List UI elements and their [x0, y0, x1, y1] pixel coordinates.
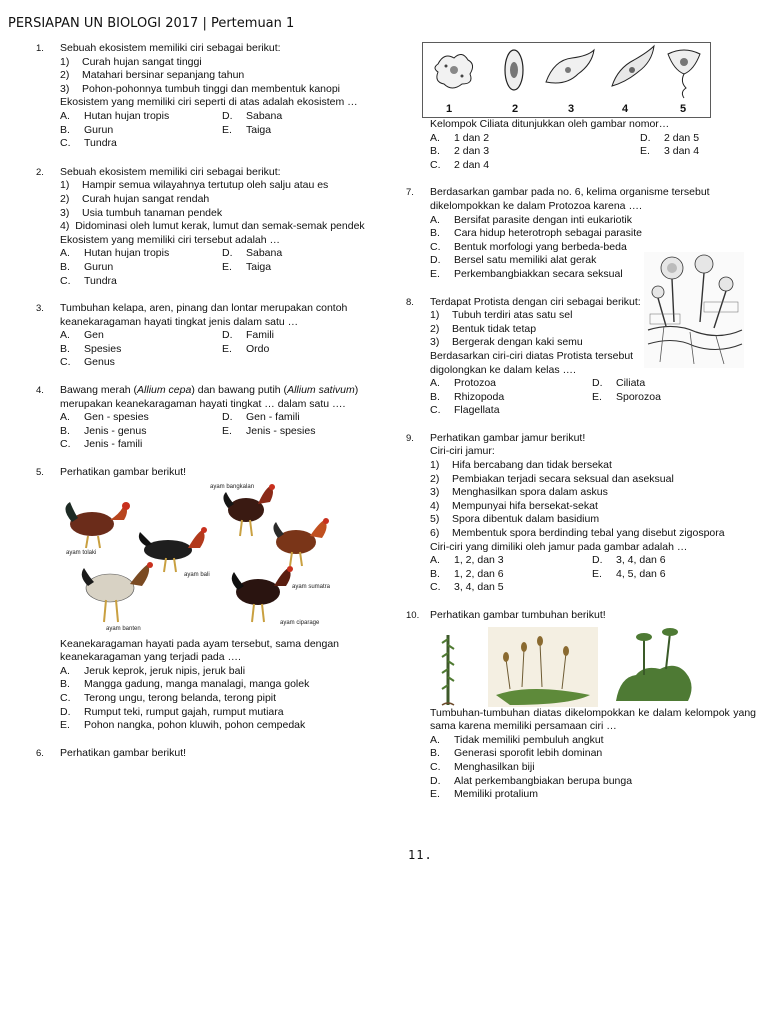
option-b[interactable]: B. Gurun — [60, 123, 114, 136]
chickens-illustration — [60, 482, 336, 632]
option-c[interactable]: C. Menghasilkan biji — [430, 760, 535, 773]
question-stem: Perhatikan gambar berikut! — [60, 466, 187, 479]
question-stem: Perhatikan gambar jamur berikut! — [430, 431, 586, 444]
label-ayam-ciparage: ayam ciparage — [280, 619, 320, 626]
question-number: 5. — [36, 467, 44, 479]
option-d[interactable]: D. Gen - famili — [222, 411, 300, 424]
option-b[interactable]: B. Generasi sporofit lebih dominan — [430, 747, 603, 760]
option-e[interactable]: E. Perkembangbiakkan secara seksual — [430, 267, 623, 280]
list-item: 3) Usia tumbuh tanaman pendek — [60, 206, 223, 219]
option-d[interactable]: D. Ciliata — [592, 377, 646, 390]
option-d[interactable]: D. 2 dan 5 — [640, 131, 700, 144]
question-5 — [36, 466, 374, 733]
options — [60, 110, 374, 151]
option-c[interactable]: C. 2 dan 4 — [430, 158, 490, 171]
option-c[interactable]: C. 3, 4, dan 5 — [430, 581, 504, 594]
question-stem: Terdapat Protista dengan ciri sebagai berikut: — [430, 295, 641, 308]
options — [60, 411, 374, 452]
option-a[interactable]: A. Gen - spesies — [60, 411, 149, 424]
option-a[interactable]: A. Hutan hujan tropis — [60, 247, 170, 260]
options — [430, 132, 756, 173]
question-text: Ekosistem yang memiliki ciri seperti di atas adalah ekosistem … — [60, 96, 358, 109]
question-1 — [36, 42, 374, 151]
label-ayam-sumatra: ayam sumatra — [292, 583, 331, 590]
question-stem: Perhatikan gambar tumbuhan berikut! — [430, 609, 606, 621]
protozoa-illustration — [422, 42, 712, 118]
right-column — [406, 42, 756, 802]
option-c[interactable]: C. Flagellata — [430, 404, 500, 417]
option-a[interactable]: A. Jeruk keprok, jeruk nipis, jeruk bali — [60, 664, 246, 677]
list-item: 1) Hampir semua wilayahnya tertutup oleh salju atau es — [60, 179, 329, 192]
plants-figure — [430, 625, 756, 707]
figure-number-2: 2 — [512, 103, 519, 115]
question-number: 10. — [406, 610, 420, 621]
option-a[interactable]: A. Tidak memiliki pembuluh angkut — [430, 733, 604, 746]
option-a[interactable]: A. Hutan hujan tropis — [60, 109, 170, 122]
option-a[interactable]: A. Gen — [60, 329, 104, 342]
question-text: Keanekaragaman hayati pada ayam tersebut, sama dengan keanekaragaman yang terjadi pada …. — [60, 637, 340, 664]
fungus-figure — [644, 252, 744, 368]
figure-number-4: 4 — [622, 103, 629, 115]
figure-number-1: 1 — [446, 103, 453, 115]
question-2 — [36, 166, 374, 288]
question-text: Ekosistem yang memiliki ciri tersebut adalah … — [60, 233, 280, 246]
list-item: 2) Pembiakan terjadi secara seksual dan aseksual — [430, 472, 674, 485]
question-10 — [406, 609, 756, 802]
option-c[interactable]: C. Bentuk morfologi yang berbeda-beda — [430, 240, 627, 253]
list-item: 6) Membentuk spora berdinding tebal yang disebut zigospora — [430, 527, 725, 540]
option-e[interactable]: E. 3 dan 4 — [640, 145, 700, 158]
option-d[interactable]: D. Alat perkembangbiakan berupa bunga — [430, 774, 633, 787]
option-c[interactable]: C. Tundra — [60, 274, 117, 287]
option-d[interactable]: D. Bersel satu memiliki alat gerak — [430, 254, 597, 267]
option-e[interactable]: E. Jenis - spesies — [222, 424, 316, 437]
question-6 — [36, 747, 374, 761]
option-b[interactable]: B. Cara hidup heterotroph sebagai parasite — [430, 227, 642, 240]
list-item: 4) Didominasi oleh lumut kerak, lumut dan semak-semak pendek — [60, 220, 365, 233]
left-column — [36, 42, 374, 760]
subheading: Ciri-ciri jamur: — [430, 445, 495, 458]
question-number: 3. — [36, 303, 44, 315]
question-stem: Perhatikan gambar berikut! — [60, 746, 187, 759]
options — [60, 247, 374, 288]
options — [430, 554, 756, 595]
option-c[interactable]: C. Jenis - famili — [60, 438, 143, 451]
option-a[interactable]: A. 1, 2, dan 3 — [430, 554, 504, 567]
question-number: 8. — [406, 296, 414, 308]
question-number: 7. — [406, 187, 414, 199]
option-e[interactable]: E. Memiliki protalium — [430, 788, 539, 801]
option-e[interactable]: E. Taiga — [222, 260, 272, 273]
question-number: 1. — [36, 43, 44, 54]
question-number: 6. — [36, 747, 44, 759]
plants-illustration — [430, 625, 700, 707]
option-d[interactable]: D. Rumput teki, rumput gajah, rumput mutiara — [60, 705, 284, 718]
option-e[interactable]: E. Taiga — [222, 123, 272, 136]
question-text: Ciri-ciri yang dimiliki oleh jamur pada gambar adalah … — [430, 540, 688, 553]
question-stem: Tumbuhan kelapa, aren, pinang dan lontar merupakan contoh keanekaragaman hayati tingkat jenis dalam satu … — [60, 302, 348, 328]
next-question-number: 11. — [408, 848, 433, 862]
option-e[interactable]: E. Sporozoa — [592, 390, 661, 403]
option-d[interactable]: D. Sabana — [222, 109, 283, 122]
figure-number-5: 5 — [680, 103, 687, 115]
question-3 — [36, 302, 374, 370]
list-item: 2) Matahari bersinar sepanjang tahun — [60, 69, 245, 82]
question-text: Tumbuhan-tumbuhan diatas dikelompokkan ke dalam kelompok yang sama karena memiliki persamaan ciri … — [430, 706, 756, 733]
question-number: 2. — [36, 166, 44, 178]
option-e[interactable]: E. Pohon nangka, pohon kluwih, pohon cempedak — [60, 719, 306, 732]
option-e[interactable]: E. Ordo — [222, 342, 270, 355]
option-b[interactable]: B. Mangga gadung, manga manalagi, manga golek — [60, 678, 310, 691]
page-header: PERSIAPAN UN BIOLOGI 2017 | Pertemuan 1 — [8, 16, 295, 31]
option-b[interactable]: B. Rhizopoda — [430, 390, 505, 403]
option-c[interactable]: C. Genus — [60, 356, 115, 369]
label-ayam-tolaki: ayam tolaki — [66, 549, 97, 556]
question-8 — [406, 295, 661, 418]
option-c[interactable]: C. Tundra — [60, 137, 117, 150]
question-6-continued — [406, 42, 756, 172]
list-item: 3) Menghasilkan spora dalam askus — [430, 486, 608, 499]
list-item: 2) Bentuk tidak tetap — [430, 322, 537, 335]
option-a[interactable]: A. 1 dan 2 — [430, 131, 490, 144]
question-7 — [406, 186, 756, 281]
list-item: 3) Pohon-pohonnya tumbuh tinggi dan membentuk kanopi — [60, 82, 341, 95]
question-number: 9. — [406, 432, 414, 444]
options — [430, 377, 760, 418]
option-b[interactable]: B. 2 dan 3 — [430, 145, 490, 158]
option-b[interactable]: B. Gurun — [60, 260, 114, 273]
label-ayam-bali: ayam bali — [184, 571, 210, 578]
question-stem: Berdasarkan gambar pada no. 6, kelima organisme tersebut dikelompokkan ke dalam Protozoa karena …. — [430, 186, 710, 212]
options — [60, 665, 374, 733]
option-a[interactable]: A. Protozoa — [430, 377, 497, 390]
options — [60, 329, 374, 370]
list-item: 1) Curah hujan sangat tinggi — [60, 55, 202, 68]
question-stem: Bawang merah (Allium cepa) dan bawang putih (Allium sativum) merupakan keanekaragaman hayati tingkat … dalam satu …. — [60, 384, 359, 410]
option-c[interactable]: C. Terong ungu, terong belanda, terong pipit — [60, 692, 277, 704]
list-item: 2) Curah hujan sangat rendah — [60, 192, 210, 205]
list-item: 1) Tubuh terdiri atas satu sel — [430, 309, 573, 322]
fungus-illustration — [644, 252, 744, 368]
option-b[interactable]: B. Spesies — [60, 342, 122, 355]
label-ayam-banten: ayam banten — [106, 625, 141, 632]
option-d[interactable]: D. Sabana — [222, 247, 283, 260]
option-b[interactable]: B. Jenis - genus — [60, 424, 147, 437]
list-item: 4) Mempunyai hifa bersekat-sekat — [430, 499, 598, 512]
option-d[interactable]: D. Famili — [222, 329, 274, 342]
option-a[interactable]: A. Bersifat parasite dengan inti eukariotik — [430, 213, 633, 226]
question-number: 4. — [36, 385, 44, 397]
chicken-figure — [60, 482, 374, 632]
question-stem: Sebuah ekosistem memiliki ciri sebagai berikut: — [60, 165, 281, 178]
question-text: Kelompok Ciliata ditunjukkan oleh gambar nomor… — [430, 118, 670, 130]
list-item: 3) Bergerak dengan kaki semu — [430, 336, 583, 349]
list-item: 1) Hifa bercabang dan tidak bersekat — [430, 459, 612, 472]
protozoa-figure — [422, 42, 756, 118]
label-ayam-bangkalan: ayam bangkalan — [210, 483, 255, 490]
option-e[interactable]: E. 4, 5, dan 6 — [592, 567, 666, 580]
question-stem: Sebuah ekosistem memiliki ciri sebagai berikut: — [60, 42, 281, 54]
question-4 — [36, 384, 374, 452]
option-d[interactable]: D. 3, 4, dan 6 — [592, 554, 666, 567]
options — [430, 734, 756, 802]
option-b[interactable]: B. 1, 2, dan 6 — [430, 567, 504, 580]
list-item: 5) Spora dibentuk dalam basidium — [430, 513, 600, 526]
question-9 — [406, 432, 756, 595]
question-text: Berdasarkan ciri-ciri diatas Protista tersebut digolongkan ke dalam kelas …. — [430, 349, 634, 376]
figure-number-3: 3 — [568, 103, 575, 115]
